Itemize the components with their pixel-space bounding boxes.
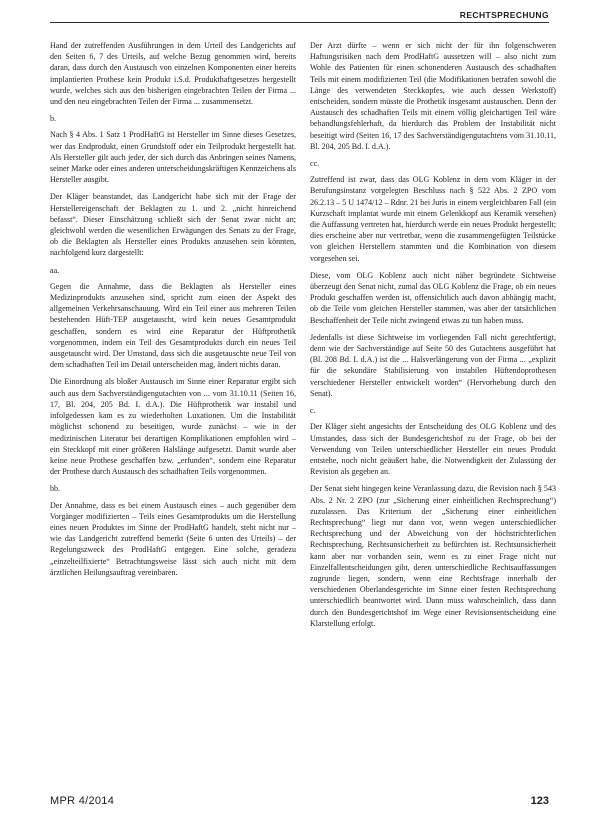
paragraph: Der Kläger sieht angesichts der Entscheidung des OLG Koblenz und des Umstandes, dass sich der Bundesgerichtshof zu der Frage, ob bei der Verwendung von Teilen unterschiedlicher Hersteller ein neues Produkt entstehe, noch nicht geäußert habe, die Notwendigkeit der Zulassung der Revision als gegeben an. bbox=[310, 422, 556, 477]
page-number: 123 bbox=[530, 795, 549, 807]
paragraph: Der Senat sieht hingegen keine Veranlassung dazu, die Revision nach § 543 Abs. 2 Nr. 2 ZPO (zur „Sicherung einer einheitlichen Rechtsprechung“) zuzulassen. Das Kriterium der „Sicherung einer einheitlichen Rechtsprechung“ liegt nur dann vor, wenn wegen unterschiedlicher Rechtsprechung und der Abweichung von der höchstrichterlichen Rechtsprechung, Rechtsunsicherheit zu befürchten ist. Rechtsunsicherheit kann aber nur vorhanden sein, wenn es zu einer Frage nicht nur Einzelfallentscheidungen gibt, deren unterschiedliche Rechtsauffassungen zugrunde liegen, sondern, wenn eine Rechtsfrage innerhalb der verschiedenen Oberlandesgerichte im Sinne einer festen Rechtsprechung unterschiedlich beantwortet wird. Dann muss wahrscheinlich, dass dann durch den Bundesgerichtshof im Wege einer Revisionsentscheidung eine Klarstellung erfolgt. bbox=[310, 484, 556, 628]
subsection-marker: b. bbox=[50, 114, 57, 124]
subsection-marker: aa. bbox=[50, 265, 60, 275]
subsection-marker: cc. bbox=[310, 159, 320, 169]
page-footer bbox=[50, 795, 549, 815]
section-title: RECHTSPRECHUNG bbox=[454, 10, 549, 20]
paragraph: Zutreffend ist zwar, dass das OLG Koblenz in dem vom Kläger in der Berufungsinstanz vorgelegten Beschluss nach § 522 Abs. 2 ZPO vom 26.2.13 – 5 U 1474/12 – Rdnr. 21 bei Juris in einem vergleichbaren Fall (ein Kurzschaft implantat wurde mit einem Gelenkkopf aus Keramik versehen) die Auffassung vertreten hat, hierdurch werde ein neues Produkt hergestellt; dies erscheine aber nur vertretbar, wenn die zusammengefügten Teilstücke von gleichen Herstellern stammten und die Kombination von diesem vorgesehen sei. bbox=[310, 175, 556, 263]
paragraph: Die Einordnung als bloßer Austausch im Sinne einer Reparatur ergibt sich auch aus dem Sachverständigengutachten von ... vom 31.10.11 (Seiten 16, 17, Bl. 204, 205 Bd. I. d.A.). Die Hüftprothetik war instabil und infolgedessen kam es zu wiederholten Luxationen. Um die Instabilität möglichst schonend zu beseitigen, wurde zunächst – wie in der medizinischen Literatur bei derartigen Komplikationen empfohlen wird – ein Steckkopf mit einer größeren Halslänge aufgesetzt. Damit wurde aber keine neue Prothese geschaffen bzw. „erfunden“, sondern eine Reparatur der Prothese durch Austausch des schadhaften Teils vorgenommen. bbox=[50, 377, 296, 477]
paragraph: Diese, vom OLG Koblenz auch nicht näher begründete Sichtweise überzeugt den Senat nicht, zumal das OLG Koblenz die Frage, ob ein neues Produkt geschaffen werden ist, offensichtlich auch davon abhängig macht, ob die Teile vom gleichen Hersteller stammen, was aber der tatsächlichen Beschaffenheit der Teile nicht zwingend etwas zu tun haben muss. bbox=[310, 270, 556, 325]
paragraph: Der Annahme, dass es bei einem Austausch eines – auch gegenüber dem Vorgänger modifizierten – Teils eines Gesamtprodukts um die Herstellung eines neuen Produktes im Sinne der ProdHaftG handelt, steht nicht nur – wie das Landgericht zutreffend bemerkt (Seite 6 unten des Urteils) – der Regelungszweck des ProdHaftG entgegen. Eine solche, geradezu „einzelteilfixierte“ Betrachtungsweise lässt sich auch nicht mit dem ärztlichen Heilungsauftrag vereinbaren. bbox=[50, 500, 296, 577]
subsection-marker: c. bbox=[310, 406, 316, 416]
paragraph: Der Kläger beanstandet, das Landgericht habe sich mit der Frage der Herstellereigenschaft der Beklagten zu 1. und 2. „nicht hinreichend befasst“. Dieser Einschätzung schließt sich der Senat zwar nicht an; gleichwohl werden die wesentlichen Erwägungen des Senats zu der Frage, ob die Beklagten als Hersteller eines Produkts anzusehen sein könnten, nachfolgend kurz dargestellt: bbox=[50, 192, 296, 258]
paragraph: Nach § 4 Abs. 1 Satz 1 ProdHaftG ist Hersteller im Sinne dieses Gesetzes, wer das Endprodukt, einen Grundstoff oder ein Teilprodukt hergestellt hat. Als Hersteller gilt auch jeder, der sich durch das Anbringen seines Namens, seiner Marke oder eines anderen unterscheidungskräftigen Kennzeichens als Hersteller ausgibt. bbox=[50, 130, 296, 185]
journal-issue: MPR 4/2014 bbox=[50, 795, 115, 807]
paragraph: Hand der zutreffenden Ausführungen in dem Urteil des Landgerichts auf den Seiten 6, 7 des Urteils, auf welche Bezug genommen wird, bereits daran, dass durch den Austausch von einzelnen Komponenten einer bereits implantierten Prothese kein Produkt i.S.d. Produkthaftgesetzes hergestellt wurde, welches sich aus den bisherigen eingebrachten Teilen der Firma ... und den neu eingebrachten Teilen der Firma ... zusammensetzt. bbox=[50, 41, 296, 107]
paragraph: Jedenfalls ist diese Sichtweise im vorliegenden Fall nicht gerechtfertigt, denn wie der Sachverständige auf Seite 50 des Gutachtens ausgeführt hat (Bl. 208 Bd. I. d.A.) ist die ... Halsverlängerung von der Firma ... „explizit für die sekundäre Stabilisierung von instabilen Hüftendoprothesen verschiedener Hersteller entwickelt worden“ (Hervorhebung durch den Senat). bbox=[310, 332, 556, 398]
left-column bbox=[50, 40, 296, 584]
right-column bbox=[310, 40, 556, 635]
header-rule bbox=[50, 22, 549, 23]
page-header bbox=[0, 0, 589, 30]
paragraph: Gegen die Annahme, dass die Beklagten als Hersteller eines Medizinprodukts anzusehen sind, spricht zum einen der Aspekt des allgemeinen Verkehrsanschauung. Wird ein Teil einer aus mehreren Teilen bestehenden Hüft-TEP ausgetauscht, wird kein neues Gesamtprodukt geschaffen, sondern es wird eine Reparatur der Hüftprothetik vorgenommen, indem ein Teil des Gesamtprodukts durch ein neues Teil ausgetauscht wird. Der Umstand, dass sich die ausgetauschte neue Teil von dem schadhaften Teil im Detail unterscheiden mag, ändert nichts daran. bbox=[50, 281, 296, 370]
paragraph: Der Arzt dürfte – wenn er sich nicht der für ihn folgenschweren Haftungsrisiken nach dem ProdHaftG aussetzen will – also nicht zum Wohle des Patienten für einen schonenderen Austausch des schadhaften Teils mit einem modifizierten Teil (die Modifikationen betrafen sowohl die Länge des verwendeten Steckkopfes, wie auch dessen Werkstoff) entscheiden, sondern müsste die Prothetik insgesamt austauschen. Denn der Austausch des schadhaften Teils mit einem völlig gleichartigen Teil wäre behandlungsfehlerhaft, da hierdurch das Problem der Instabilität nicht beseitigt wird (Seiten 16, 17 des Sachverständigengutachtens vom 31.10.11, Bl. 204, 205 Bd. I. d.A.). bbox=[310, 41, 556, 151]
subsection-marker: bb. bbox=[50, 484, 61, 494]
